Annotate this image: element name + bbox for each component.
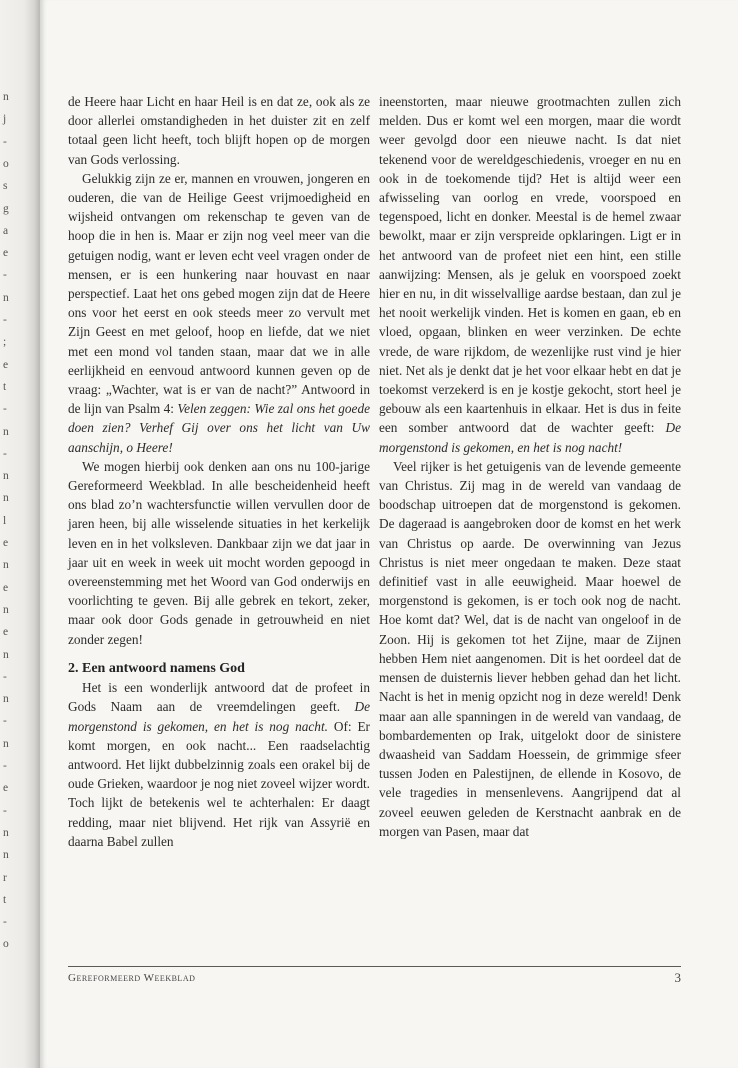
margin-fragment: s	[3, 180, 8, 193]
section-heading: 2. Een antwoord namens God	[68, 660, 245, 676]
paragraph	[68, 678, 370, 851]
margin-fragment: -	[3, 804, 7, 817]
margin-fragment: n	[3, 603, 9, 616]
margin-fragment: -	[3, 670, 7, 683]
margin-fragment: -	[3, 403, 7, 416]
paragraph: Veel rijker is het getuigenis van de levende gemeente van Christus. Zij mag in de wereld van vandaag de boodschap uitroepen dat de morgenstond is gekomen. De dageraad is aangebroken door de komst en het werk van Christus op aarde. De overwinning van Jezus Christus is niet meer ongedaan te maken. Deze staat definitief vast in alle eeuwigheid. Maar hoewel de morgenstond is gekomen, is er toch ook nog de nacht. Hoe komt dat? Wel, dat is de nacht van ongeloof in de Zoon. Hij is gekomen tot het Zijne, maar de Zijnen hebben Hem niet aangenomen. Dit is het oordeel dat de mensen de duisternis liever hebben gehad dan het licht. Nacht is het in menig opzicht nog in deze wereld! Denk maar aan alle spanningen in de wereld van vandaag, de bombardementen op Irak, uitgelokt door de sinistere dwaasheid van Saddam Hoessein, de grimmige sfeer tussen Joden en Palestijnen, de ellende in Kosovo, de vele tragedies in mensenlevens. Aangrijpend dat al zoveel eeuwen geleden de Kerstnacht aanbrak en de morgen van Pasen, maar dat	[379, 458, 681, 839]
margin-fragment: g	[3, 202, 9, 215]
paragraph	[379, 92, 681, 457]
paragraph-text: Gelukkig zijn ze er, mannen en vrouwen, jongeren en ouderen, die van de Heilige Geest vrijmoedigheid en wijsheid ontvangen om rekenschap te geven van de hoop die in hen is. Maar er zijn nog veel meer van die getuigen nodig, want er leven echt veel vragen onder de mensen, er is een hunkering naar houvast en naar perspectief. Laat het ons gebed mogen zijn dat de Heere ons voor het eerst en ook steeds meer zo vervult met Zijn Geest en met geloof, hoop en liefde, dat we niet met een mond vol tanden staan, maar dat we in alle eerlijkheid en eenvoud antwoord kunnen geven op de vraag: „Wachter, wat is er van de nacht?” Antwoord in de lijn van Psalm 4:	[68, 170, 370, 417]
margin-fragment: a	[3, 224, 9, 237]
margin-fragment: -	[3, 269, 7, 282]
margin-fragment: n	[3, 425, 9, 438]
prophet-quote: De morgenstond is gekomen, en het is nog nacht.	[68, 699, 371, 734]
margin-fragment: n	[3, 492, 9, 505]
margin-fragment: -	[3, 135, 7, 148]
margin-fragment: -	[3, 314, 7, 326]
previous-page-edge	[0, 0, 40, 1068]
margin-fragment: n	[3, 470, 9, 483]
margin-fragment: r	[3, 871, 7, 884]
margin-fragment: e	[3, 537, 9, 549]
paragraph-text: ineenstorten, maar nieuwe grootmachten zullen zich melden. Dus er komt wel een morgen, maar die wordt weer gevolgd door een nieuwe nacht. Is dat niet tekenend voor de wereldgeschiedenis, vroeger en nu en ook in de toekomende tijd? Het is altijd weer een afwisseling van oorlog en vrede, voorspoed en tegenspoed, licht en donker. Meestal is de hemel zwaar bewolkt, maar er zijn verspreide opklaringen. Ligt er in het antwoord van de profeet niet een hint, een stille aanwijzing: Mensen, als je geluk en voorspoed zoekt hier en nu, in dit wisselvallige aardse bestaan, dan zul je het nooit werkelijk vinden. Het is komen en gaan, eb en vloed, opgaan, blinken en weer verzinken. De echte vrede, de ware rijkdom, de wezenlijke rust vind je hier niet. Net als je denkt dat je het voor elkaar hebt en dat je toekomst verzekerd is en je kostje gekocht, stort heel je gebouw als een kaartenhuis in elkaar. Het is dus in feite een somber antwoord dat de wachter geeft:	[379, 94, 681, 436]
margin-fragment: -	[3, 916, 7, 929]
margin-fragment: n	[3, 826, 9, 839]
paragraph: de Heere haar Licht en haar Heil is en dat ze, ook als ze door allerlei omstandigheden in het duister zit en zelf totaal geen licht heeft, toch blijft hopen op de morgen van Gods verlossing.	[68, 94, 370, 167]
right-column	[379, 92, 681, 841]
margin-fragment: n	[3, 849, 9, 862]
margin-fragment: e	[3, 782, 9, 795]
page-number: 3	[674, 970, 681, 985]
margin-fragment: e	[3, 247, 9, 260]
margin-fragment: -	[3, 760, 7, 772]
margin-fragment: j	[3, 113, 7, 126]
watchman-quote: De morgenstond is gekomen, en het is nog nacht!	[379, 420, 681, 455]
margin-fragment: o	[3, 157, 9, 170]
margin-fragment: t	[3, 893, 7, 906]
psalm-quote: Velen zeggen: Wie zal ons het goede doen zien? Verhef Gij over ons het licht van Uw aanschijn, o Heere!	[68, 401, 370, 455]
footer-rule	[68, 966, 681, 967]
page	[40, 0, 738, 1068]
margin-fragment: -	[3, 447, 7, 460]
margin-fragment: e	[3, 358, 9, 371]
margin-fragment: ;	[3, 336, 7, 349]
paragraph-text: Het is een wonderlijk antwoord dat de profeet in Gods Naam aan de vreemdelingen geeft.	[68, 680, 370, 715]
margin-fragment: e	[3, 626, 9, 639]
paragraph	[68, 169, 370, 457]
paragraph: We mogen hierbij ook denken aan ons nu 100-jarige Gereformeerd Weekblad. In alle bescheidenheid heeft ons blad zo’n wachtersfunctie willen vervullen door de jaren heen, bij alle wisselende situaties in het kerkelijk leven en in het volksleven. Dankbaar zijn we dat jaar in jaar uit en week in week uit mocht worden gepoogd in overeenstemming met het Woord van God onderwijs en voorlichting te geven. Bij alle gebrek en tekort, zeker, maar ook door Gods genade in getrouwheid en niet zonder zegen!	[68, 458, 370, 647]
publication-name: Gereformeerd Weekblad	[68, 972, 196, 984]
margin-fragment: t	[3, 380, 7, 393]
margin-fragment: n	[3, 693, 9, 706]
margin-fragment: l	[3, 514, 7, 527]
paragraph-text: Of: Er komt morgen, en ook nacht... Een raadselachtig antwoord. Het lijkt dubbelzinnig zoals een orakel bij de oude Grieken, waardoor je nog niet zoveel wijzer wordt. Toch lijkt de betekenis wel te achterhalen: Er daagt redding, maar niet blijvend. Het rijk van Assyrië en daarna Babel zullen	[68, 718, 370, 849]
margin-fragment: e	[3, 581, 9, 594]
margin-fragment: -	[3, 715, 7, 728]
margin-fragment: n	[3, 648, 9, 661]
margin-fragment: n	[3, 737, 9, 750]
left-column	[68, 92, 370, 851]
margin-fragment: n	[3, 91, 9, 103]
margin-fragment: n	[3, 559, 9, 572]
margin-fragment: n	[3, 291, 9, 304]
margin-fragment: o	[3, 938, 9, 951]
